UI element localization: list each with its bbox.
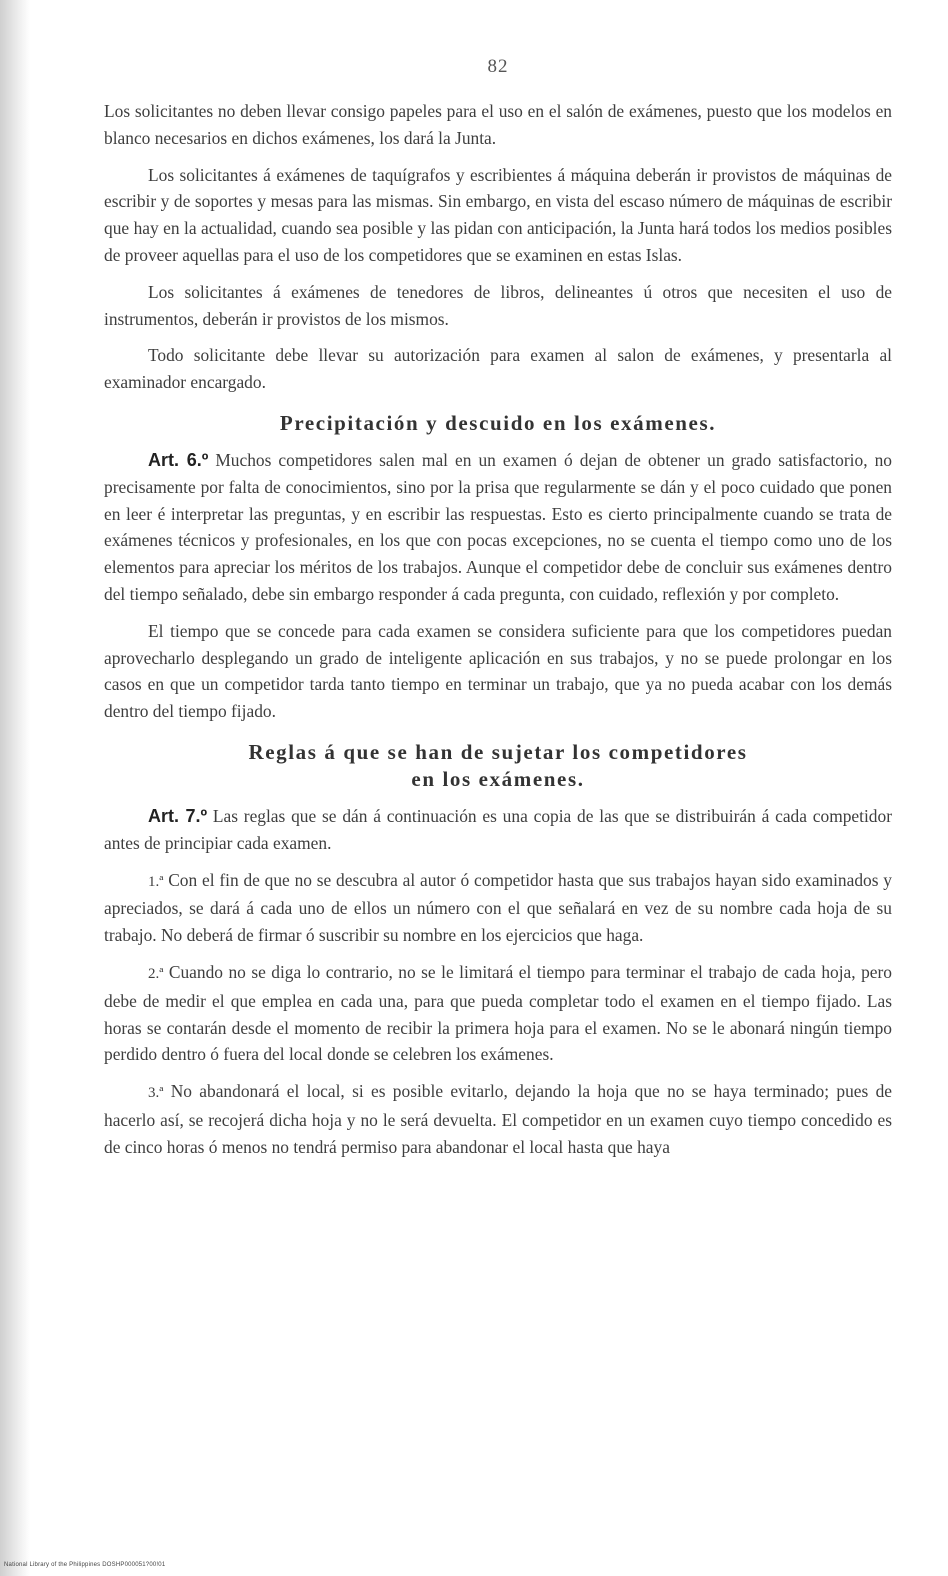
rule-2-text: Cuando no se diga lo contrario, no se le limitará el tiempo para terminar el trabajo de cada hoja, pero debe de medir el que emplea en cada una, para que pueda completar todo el examen en el tiempo fijado. Las horas se contarán desde el momento de recibir la primera hoja para el examen. No se le abonará ningún tiempo perdido dentro ó fuera del local donde se celebren los exámenes. <box>104 961 892 1065</box>
rule-1 <box>104 867 892 949</box>
article-6-paragraph <box>104 447 892 608</box>
rule-1-number: 1.ª <box>148 873 164 890</box>
article-6-label: Art. 6.º <box>148 449 209 470</box>
intro-paragraph-4: Todo solicitante debe llevar su autorización para examen al salon de exámenes, y presentarla al examinador encargado. <box>104 345 892 393</box>
section-heading-reglas <box>104 739 892 793</box>
article-6-text: Muchos competidores salen mal en un examen ó dejan de obtener un grado satisfactorio, no precisamente por falta de conocimientos, sino por la prisa que regularmente se dán y el poco cuidado que ponen en leer é interpretar las preguntas, y en escribir las respuestas. Esto es cierto principalmente cuando se trata de exámenes técnicos y profesionales, en los que con pocas excepciones, no se cuenta el tiempo como uno de los elementos para apreciar los méritos de los trabajos. Aunque el competidor debe de concluir sus exámenes dentro del tiempo señalado, debe sin embargo responder á cada pregunta, con cuidado, reflexión y por completo. <box>104 449 892 604</box>
rule-3-text: No abandonará el local, si es posible evitarlo, dejando la hoja que no se haya terminado; pues de hacerlo así, se recojerá dicha hoja y no le será devuelta. El competidor en un examen cuyo tiempo concedido es de cinco horas ó menos no tendrá permiso para abandonar el local hasta que haya <box>104 1081 892 1157</box>
article-7-text: Las reglas que se dán á continuación es una copia de las que se distribuirán á cada competidor antes de principiar cada examen. <box>104 805 892 853</box>
section-heading-precipitacion: Precipitación y descuido en los exámenes. <box>279 410 717 435</box>
rule-3-number: 3.ª <box>148 1085 164 1102</box>
scan-edge-shadow <box>0 0 30 1576</box>
archive-footer: National Library of the Philippines DOSHP000051?00!01 <box>4 1562 166 1568</box>
rule-1-text: Con el fin de que no se descubra al autor ó competidor hasta que sus trabajos hayan sido examinados y apreciados, se dará á cada uno de ellos un número con el que señalará en vez de su nombre cada hoja de su trabajo. No deberá de firmar ó suscribir su nombre en los ejercicios que haga. <box>104 869 892 946</box>
document-page <box>104 56 892 1171</box>
intro-paragraph-3: Los solicitantes á exámenes de tenedores de libros, delineantes ú otros que necesiten el uso de instrumentos, deberán ir provistos de los mismos. <box>104 281 892 329</box>
article-7-paragraph <box>104 803 892 857</box>
section-heading-reglas-line1: Reglas á que se han de sujetar los competidores <box>248 739 748 764</box>
rule-3 <box>104 1078 892 1160</box>
article-6-paragraph-2: El tiempo que se concede para cada examen se considera suficiente para que los competidores puedan aprovecharlo desplegando un grado de inteligente aplicación en sus trabajos, y no se puede prolongar en los casos en que un competidor tarda tanto tiempo en terminar un trabajo, que ya no pueda acabar con los demás dentro del tiempo fijado. <box>104 620 892 722</box>
intro-paragraph-2: Los solicitantes á exámenes de taquígrafos y escribientes á máquina deberán ir provistos de máquinas de escribir y de soportes y mesas para las mismas. Sin embargo, en vista del escaso número de máquinas de escribir que hay en la actualidad, cuando sea posible y las pidan con anticipación, la Junta hará todos los medios posibles de proveer aquellas para el uso de los competidores que se examinen en estas Islas. <box>104 164 892 265</box>
page-number: 82 <box>487 56 509 77</box>
intro-paragraph-1: Los solicitantes no deben llevar consigo papeles para el uso en el salón de exámenes, puesto que los modelos en blanco necesarios en dichos exámenes, los dará la Junta. <box>104 101 892 148</box>
rule-2 <box>104 959 892 1068</box>
article-7-label: Art. 7.º <box>148 805 208 826</box>
section-heading-reglas-line2: en los exámenes. <box>411 766 585 791</box>
rule-2-number: 2.ª <box>148 965 164 982</box>
